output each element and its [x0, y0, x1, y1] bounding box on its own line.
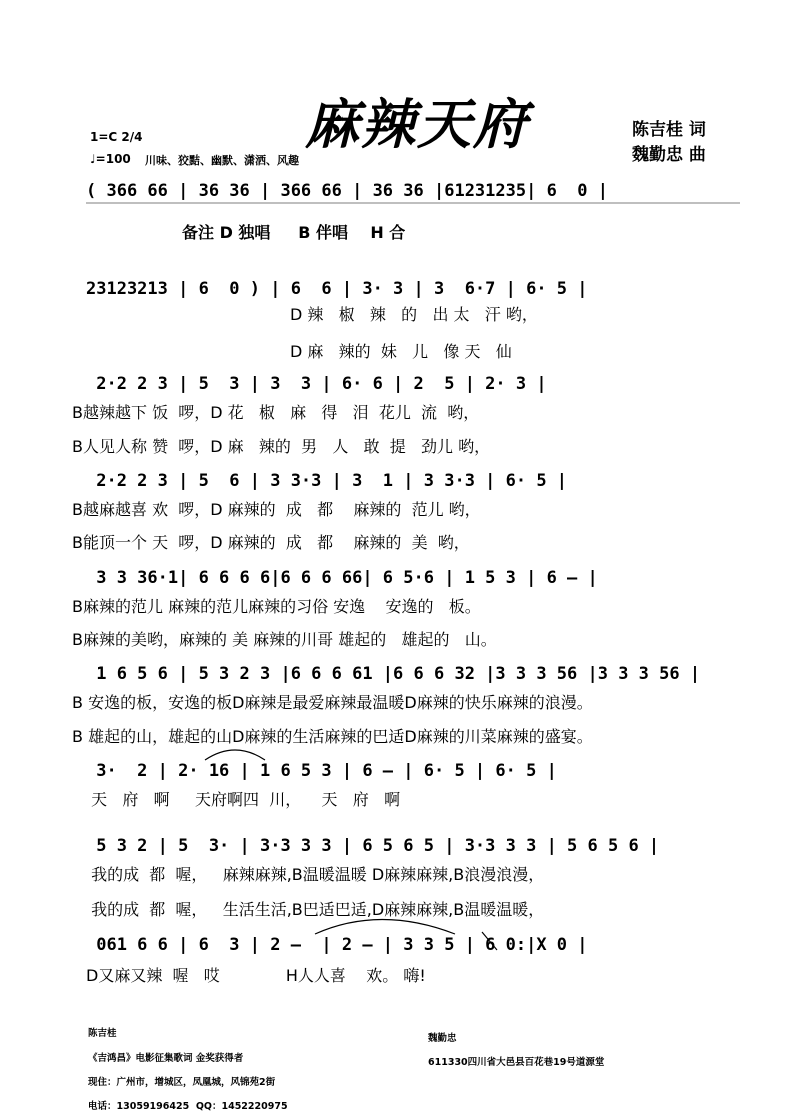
lyric-line: D 辣 椒 辣 的 出 太 汗 哟，: [290, 305, 538, 324]
lyric-line: B麻辣的范儿 麻辣的范儿麻辣的习俗 安逸 安逸的 板。: [72, 597, 481, 616]
composer-address: 611330四川省大邑县百花巷19号道源堂: [428, 1057, 605, 1068]
notation-row: 3· 2 | 2· 16 | 1 6 5 3 | 6 – | 6· 5 | 6· 5 |: [86, 761, 557, 781]
lyric-line: B越辣越下 饭 啰，D 花 椒 麻 得 泪 花儿 流 哟，: [72, 403, 480, 422]
lyric-line: B麻辣的美哟，麻辣的 美 麻辣的川哥 雄起的 雄起的 山。: [72, 630, 497, 649]
lyricist-name: 陈吉桂: [88, 1028, 117, 1039]
notation-row: 1 6 5 6 | 5 3 2 3 |6 6 6 61 |6 6 6 32 |3 3 3 56 |3 3 3 56 |: [86, 664, 701, 684]
tempo-marking: ♩=100: [90, 152, 131, 166]
lyric-line: D又麻又辣 喔 哎 H人人喜 欢。 嗨!: [86, 966, 426, 985]
notation-row: 3 3 36·1| 6 6 6 6|6 6 6 66| 6 5·6 | 1 5 3 | 6 – |: [86, 568, 598, 588]
lyric-line: 我的成 都 喔， 麻辣麻辣,B温暖温暖 D麻辣麻辣,B浪漫浪漫，: [86, 865, 545, 884]
composer-credit: 魏勤忠 曲: [632, 145, 706, 165]
notation-row: 2·2 2 3 | 5 6 | 3 3·3 | 3 1 | 3 3·3 | 6· 5 |: [86, 471, 568, 491]
performer-remark: 备注 D 独唱 B 伴唱 H 合: [182, 223, 406, 242]
lyricist-contact: 电话：13059196425 QQ：1452220975: [88, 1101, 288, 1112]
composer-name: 魏勤忠: [428, 1033, 457, 1044]
notation-row: 5 3 2 | 5 3· | 3·3 3 3 | 6 5 6 5 | 3·3 3 3 | 5 6 5 6 |: [86, 836, 660, 856]
notation-row: ( 366 66 | 36 36 | 366 66 | 36 36 |61231235| 6 0 |: [86, 181, 608, 201]
lyric-line: B人见人称 赞 啰，D 麻 辣的 男 人 敢 提 劲儿 哟，: [72, 437, 491, 456]
lyric-line: 我的成 都 喔， 生活生活,B巴适巴适,D麻辣麻辣,B温暖温暖，: [86, 900, 545, 919]
lyricist-award: 《吉鸿昌》电影征集歌词 金奖获得者: [88, 1053, 244, 1064]
notation-row: 061 6 6 | 6 3 | 2 – | 2 – | 3 3 5 | 6 0:|X 0 |: [86, 935, 588, 955]
lyricist-address: 现住：广州市，增城区，凤凰城，风锦苑2街: [88, 1077, 276, 1088]
key-signature: 1=C 2/4: [90, 130, 143, 144]
lyric-line: B越麻越喜 欢 啰，D 麻辣的 成 都 麻辣的 范儿 哟，: [72, 500, 481, 519]
lyric-line: 天 府 啊 天府啊四 川， 天 府 啊: [86, 790, 401, 809]
style-note: 川味、狡黠、幽默、潇洒、风趣: [145, 154, 299, 167]
notation-row: 2·2 2 3 | 5 3 | 3 3 | 6· 6 | 2 5 | 2· 3 |: [86, 374, 547, 394]
notation-row: 23123213 | 6 0 ) | 6 6 | 3· 3 | 3 6·7 | 6· 5 |: [86, 279, 588, 299]
song-title: 麻辣天府: [305, 92, 529, 156]
lyric-line: D 麻 辣的 妹 儿 像 天 仙: [290, 342, 512, 361]
lyricist-credit: 陈吉桂 词: [632, 120, 706, 140]
lyric-line: B 安逸的板，安逸的板D麻辣是最爱麻辣最温暖D麻辣的快乐麻辣的浪漫。: [72, 693, 593, 712]
lyric-line: B能顶一个 天 啰，D 麻辣的 成 都 麻辣的 美 哟，: [72, 533, 470, 552]
lyric-line: B 雄起的山，雄起的山D麻辣的生活麻辣的巴适D麻辣的川菜麻辣的盛宴。: [72, 727, 593, 746]
